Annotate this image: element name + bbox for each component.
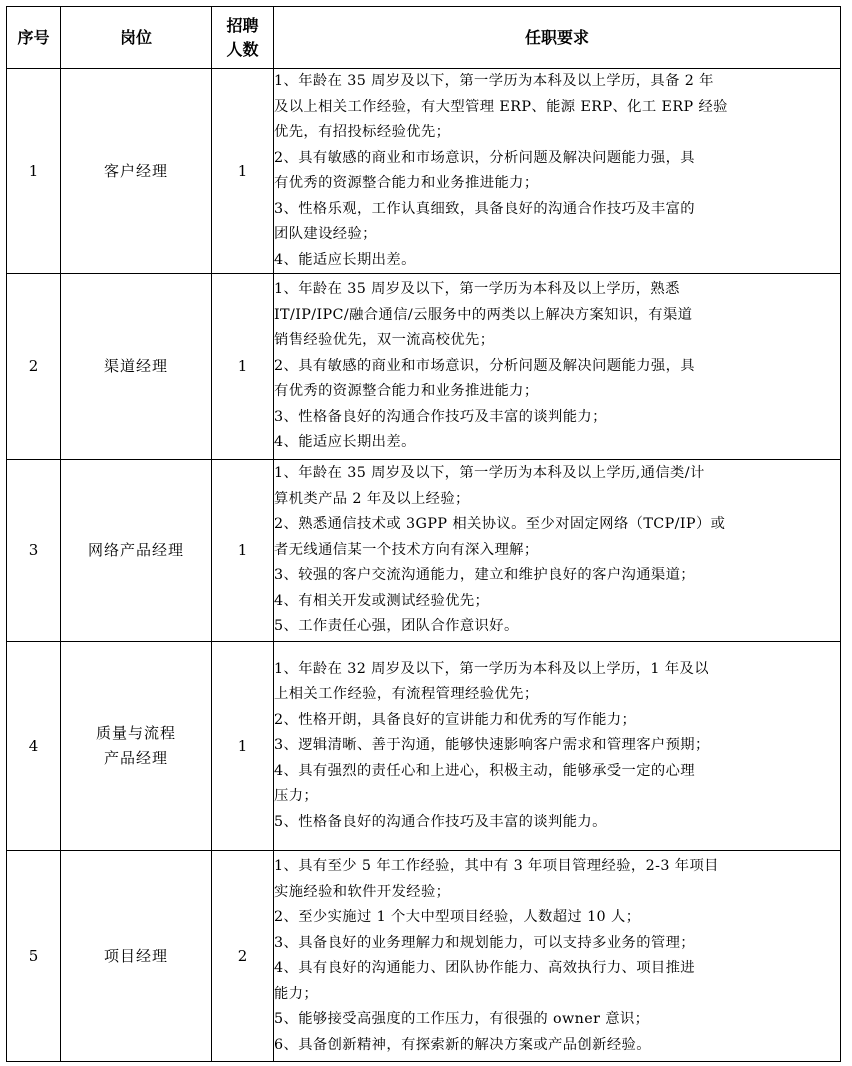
cell-requirements [274, 460, 841, 642]
requirement-line: 1、具有至少 5 年工作经验，其中有 3 年项目管理经验，2-3 年项目 [274, 858, 719, 874]
cell-count: 1 [212, 274, 274, 460]
header-count [212, 7, 274, 69]
requirement-line: 4、能适应长期出差。 [274, 434, 416, 451]
requirement-line: 4、具有良好的沟通能力、团队协作能力、高效执行力、项目推进 [274, 960, 696, 976]
position-label: 渠道经理 [103, 357, 168, 375]
header-count-label: 招聘人数 [226, 15, 259, 59]
cell-requirements [274, 642, 841, 851]
cell-count: 1 [212, 69, 274, 274]
requirement-line: 及以上相关工作经验，有大型管理 ERP、能源 ERP、化工 ERP 经验 [274, 98, 728, 115]
cell-no: 4 [7, 642, 61, 851]
table-header-row [7, 7, 841, 69]
table-row [7, 642, 841, 851]
cell-no: 2 [7, 274, 61, 460]
header-position: 岗位 [61, 7, 212, 69]
cell-position [61, 274, 212, 460]
table-row [7, 851, 841, 1062]
position-label: 客户经理 [103, 161, 168, 180]
cell-requirements [274, 851, 841, 1062]
requirement-line: 有优秀的资源整合能力和业务推进能力； [274, 175, 539, 191]
requirement-line: 2、具有敏感的商业和市场意识，分析问题及解决问题能力强，具 [274, 357, 696, 374]
requirement-line: 算机类产品 2 年及以上经验； [274, 490, 470, 507]
requirement-line: 5、能够接受高强度的工作压力，有很强的 owner 意识； [274, 1011, 650, 1027]
cell-position [61, 642, 212, 851]
cell-requirements [274, 69, 841, 274]
requirement-line: 实施经验和软件开发经验； [274, 883, 451, 900]
requirement-line: 2、具有敏感的商业和市场意识，分析问题及解决问题能力强，具 [274, 149, 696, 166]
requirement-line: 4、能适应长期出差。 [274, 251, 416, 268]
requirement-line: 5、性格备良好的沟通合作技巧及丰富的谈判能力。 [274, 813, 607, 830]
requirement-line: 1、年龄在 35 周岁及以下，第一学历为本科及以上学历，具备 2 年 [274, 73, 714, 89]
position-label: 网络产品经理 [87, 541, 184, 559]
requirement-line: 销售经验优先，双一流高校优先； [274, 332, 495, 349]
cell-position [61, 460, 212, 642]
requirement-line: 压力； [274, 788, 319, 805]
requirement-line: 2、熟悉通信技术或 3GPP 相关协议。至少对固定网络（TCP/IP）或 [274, 516, 726, 533]
requirement-line: 4、具有强烈的责任心和上进心，积极主动，能够承受一定的心理 [274, 762, 696, 779]
requirement-line: 2、至少实施过 1 个大中型项目经验，人数超过 10 人； [274, 909, 641, 925]
requirement-line: 5、工作责任心强，团队合作意识好。 [274, 618, 519, 635]
requirement-line: 者无线通信某一个技术方向有深入理解； [274, 541, 539, 558]
requirement-line: 3、具备良好的业务理解力和规划能力，可以支持多业务的管理； [274, 934, 696, 951]
requirement-line: 1、年龄在 35 周岁及以下，第一学历为本科及以上学历,通信类/计 [274, 465, 705, 482]
requirement-line: 3、逻辑清晰、善于沟通，能够快速影响客户需求和管理客户预期； [274, 737, 710, 754]
requirement-line: 有优秀的资源整合能力和业务推进能力； [274, 383, 539, 400]
cell-count: 1 [212, 460, 274, 642]
cell-requirements [274, 274, 841, 460]
cell-no: 5 [7, 851, 61, 1062]
requirement-line: IT/IP/IPC/融合通信/云服务中的两类以上解决方案知识，有渠道 [274, 306, 693, 323]
requirement-line: 1、年龄在 32 周岁及以下，第一学历为本科及以上学历，1 年及以 [274, 660, 709, 677]
table-row [7, 274, 841, 460]
requirement-line: 上相关工作经验，有流程管理经验优先； [274, 686, 539, 703]
table-row [7, 460, 841, 642]
cell-no: 3 [7, 460, 61, 642]
header-requirements: 任职要求 [274, 7, 841, 69]
requirement-line: 2、性格开朗，具备良好的宣讲能力和优秀的写作能力； [274, 711, 637, 728]
requirement-line: 优先，有招投标经验优先； [274, 124, 451, 140]
requirement-line: 3、性格乐观，工作认真细致，具备良好的沟通合作技巧及丰富的 [274, 200, 696, 217]
requirement-line: 6、具备创新精神，有探索新的解决方案或产品创新经验。 [274, 1036, 651, 1053]
cell-position [61, 69, 212, 274]
requirement-line: 4、有相关开发或测试经验优先； [274, 592, 490, 609]
table-row [7, 69, 841, 274]
header-no: 序号 [7, 7, 61, 69]
cell-no: 1 [7, 69, 61, 274]
requirement-line: 3、较强的客户交流沟通能力，建立和维护良好的客户沟通渠道； [274, 567, 696, 584]
requirement-line: 1、年龄在 35 周岁及以下，第一学历为本科及以上学历，熟悉 [274, 281, 680, 298]
recruitment-table [6, 6, 841, 1062]
position-label: 质量与流程产品经理 [95, 724, 176, 767]
requirement-line: 3、性格备良好的沟通合作技巧及丰富的谈判能力； [274, 408, 607, 425]
cell-position [61, 851, 212, 1062]
position-label: 项目经理 [103, 946, 168, 965]
requirement-line: 团队建设经验； [274, 226, 377, 242]
requirement-line: 能力； [274, 985, 319, 1002]
cell-count: 2 [212, 851, 274, 1062]
cell-count: 1 [212, 642, 274, 851]
